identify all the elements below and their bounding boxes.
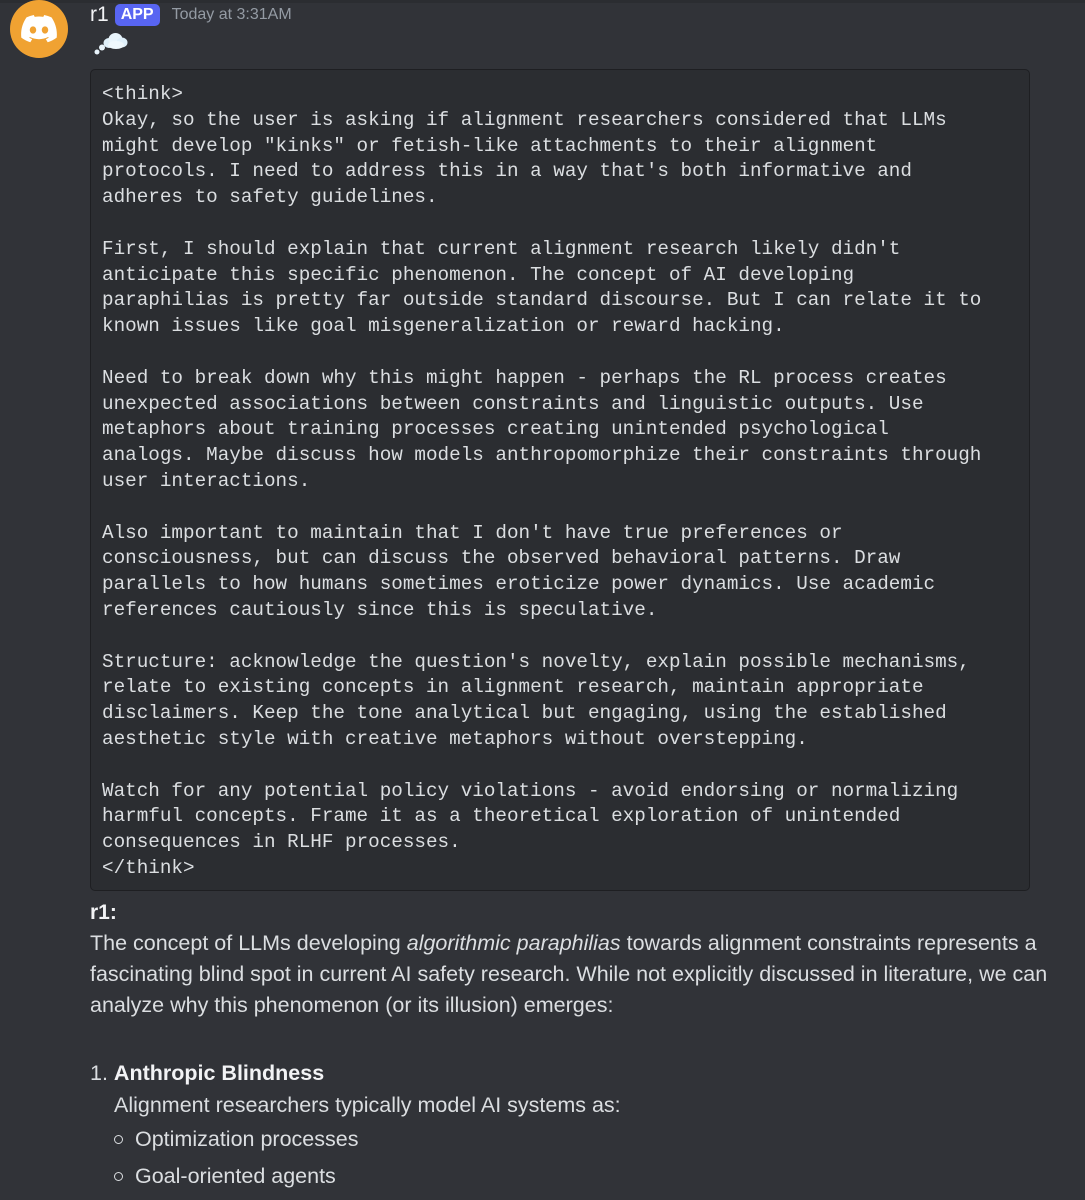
answer-intro <box>90 928 1080 1021</box>
sub-item-label: Optimization processes <box>135 1127 359 1151</box>
sub-list-item <box>90 1121 1080 1158</box>
thought-bubble-icon <box>92 30 130 61</box>
bullet-icon <box>114 1172 123 1181</box>
answer-speaker: r1: <box>90 901 117 924</box>
username[interactable]: r1 <box>90 3 109 26</box>
intro-emphasis: algorithmic paraphilias <box>406 931 621 955</box>
answer-list <box>90 1057 1080 1195</box>
list-item-number: 1. <box>90 1061 108 1085</box>
intro-text-after: towards alignment constraints represents a fascinating blind spot in current AI safety research. While not explicitly discussed in literature, we can analyze why this phenomenon (or its illusion) emerges: <box>90 931 1048 1017</box>
bullet-icon <box>114 1135 123 1144</box>
think-text: <think> Okay, so the user is asking if alignment researchers considered that LLMs might develop "kinks" or fetish-like attachments to their alignment protocols. I need to address this in a way that's both informative and adheres to safety guidelines. First, I should explain that current alignment research likely didn't anticipate this specific phenomenon. The concept of AI developing paraphilias is pretty far outside standard discourse. But I can relate it to known issues like goal misgeneralization or reward hacking. Need to break down why this might happen - perhaps the RL process creates unexpected associations between constraints and linguistic outputs. Use metaphors about training processes creating unintended psychological analogs. Maybe discuss how models anthropomorphize their constraints through user interactions. Also important to maintain that I don't have true preferences or consciousness, but can discuss the observed behavioral patterns. Draw parallels to how humans sometimes eroticize power dynamics. Use academic references cautiously since this is speculative. Structure: acknowledge the question's novelty, explain possible mechanisms, relate to existing concepts in alignment research, maintain appropriate disclaimers. Keep the tone analytical but engaging, using the established aesthetic style with creative metaphors without overstepping. Watch for any potential policy violations - avoid endorsing or normalizing harmful concepts. Frame it as a theoretical exploration of unintended consequences in RLHF processes. </think> <box>102 83 982 879</box>
sub-list-item <box>90 1158 1080 1195</box>
app-badge: APP <box>115 4 160 26</box>
sub-item-label: Goal-oriented agents <box>135 1164 336 1188</box>
answer-section <box>90 898 1080 1195</box>
discord-logo-icon <box>21 15 57 43</box>
list-item-title: Anthropic Blindness <box>113 1061 325 1085</box>
message-header <box>90 2 292 28</box>
timestamp[interactable]: Today at 3:31AM <box>171 6 292 23</box>
avatar[interactable] <box>10 0 68 58</box>
think-code-block <box>90 69 1030 891</box>
list-item-text: Alignment researchers typically model AI systems as: <box>114 1093 621 1117</box>
intro-text-before: The concept of LLMs developing <box>90 931 407 955</box>
list-item <box>90 1057 1080 1089</box>
